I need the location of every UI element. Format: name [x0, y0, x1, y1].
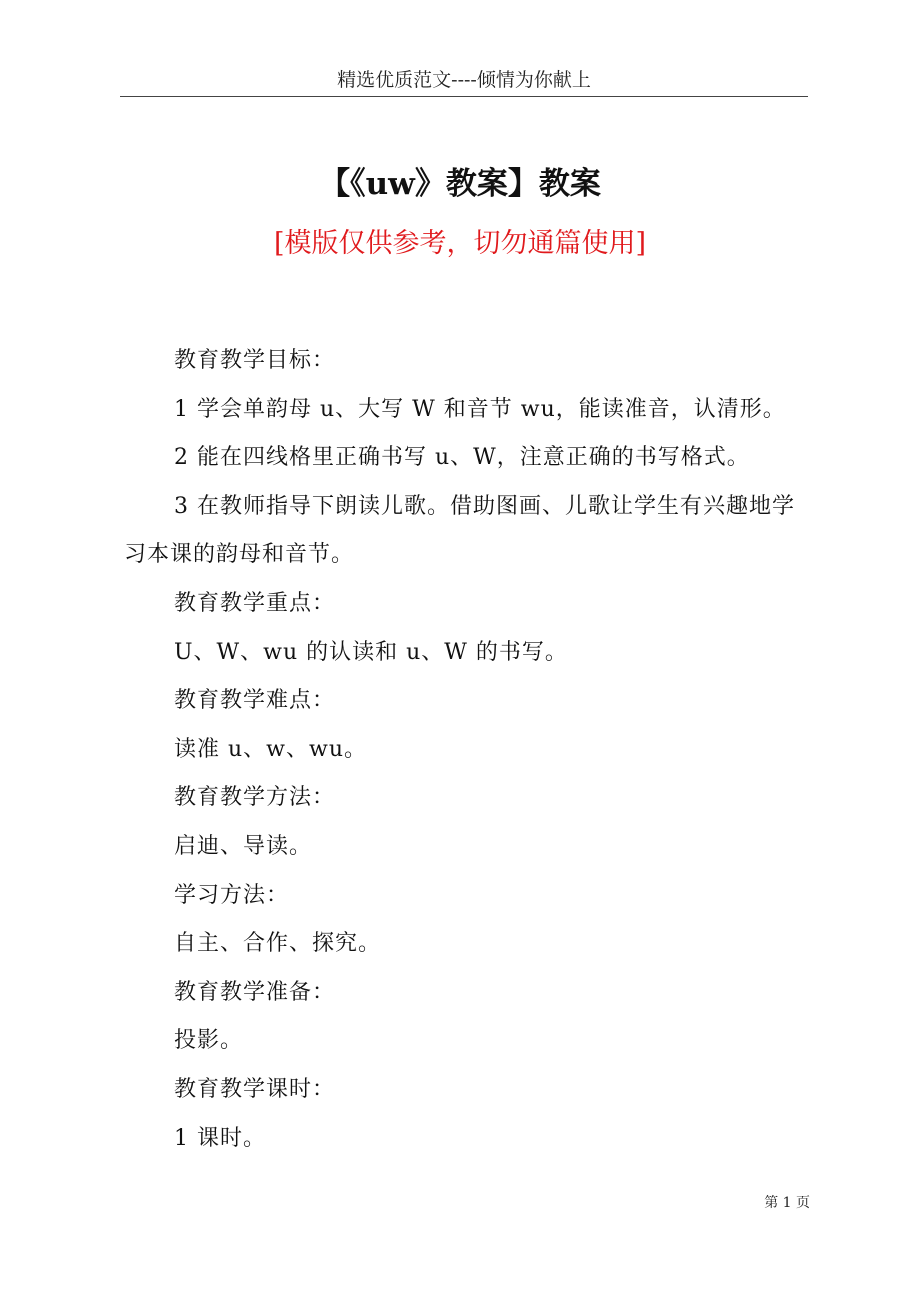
page-number: 第 1 页: [764, 1195, 810, 1211]
document-body: [124, 337, 804, 1163]
page-header: 精选优质范文----倾情为你献上: [337, 69, 591, 91]
paragraph-key-points: U、W、wu 的认读和 u、W 的书写。: [174, 639, 568, 665]
paragraph-objective-3: 3 在教师指导下朗读儿歌。借助图画、儿歌让学生有兴趣地学习本课的韵母和音节。: [124, 493, 795, 568]
paragraph-preparation-heading: 教育教学准备：: [174, 979, 336, 1005]
paragraph-objectives-heading: 教育教学目标：: [174, 348, 336, 373]
header-divider: [120, 96, 808, 97]
paragraph-preparation: 投影。: [174, 1028, 244, 1054]
paragraph-learning-methods-heading: 学习方法：: [174, 882, 290, 908]
paragraph-key-points-heading: 教育教学重点：: [174, 590, 336, 616]
document-subtitle: [模版仅供参考，切勿通篇使用]: [273, 228, 647, 259]
document-title: 【《uw》教案】教案: [319, 166, 601, 202]
paragraph-difficulties-heading: 教育教学难点：: [174, 688, 336, 714]
paragraph-objective-1: 1 学会单韵母 u、大写 W 和音节 wu，能读准音，认清形。: [174, 396, 786, 422]
paragraph-methods-heading: 教育教学方法：: [174, 785, 336, 811]
paragraph-methods: 启迪、导读。: [174, 833, 313, 859]
paragraph-class-hours-heading: 教育教学课时：: [174, 1076, 336, 1102]
paragraph-difficulties: 读准 u、w、wu。: [174, 736, 367, 762]
paragraph-objective-2: 2 能在四线格里正确书写 u、W，注意正确的书写格式。: [174, 445, 750, 471]
paragraph-class-hours: 1 课时。: [174, 1125, 266, 1151]
paragraph-learning-methods: 自主、合作、探究。: [174, 931, 382, 957]
